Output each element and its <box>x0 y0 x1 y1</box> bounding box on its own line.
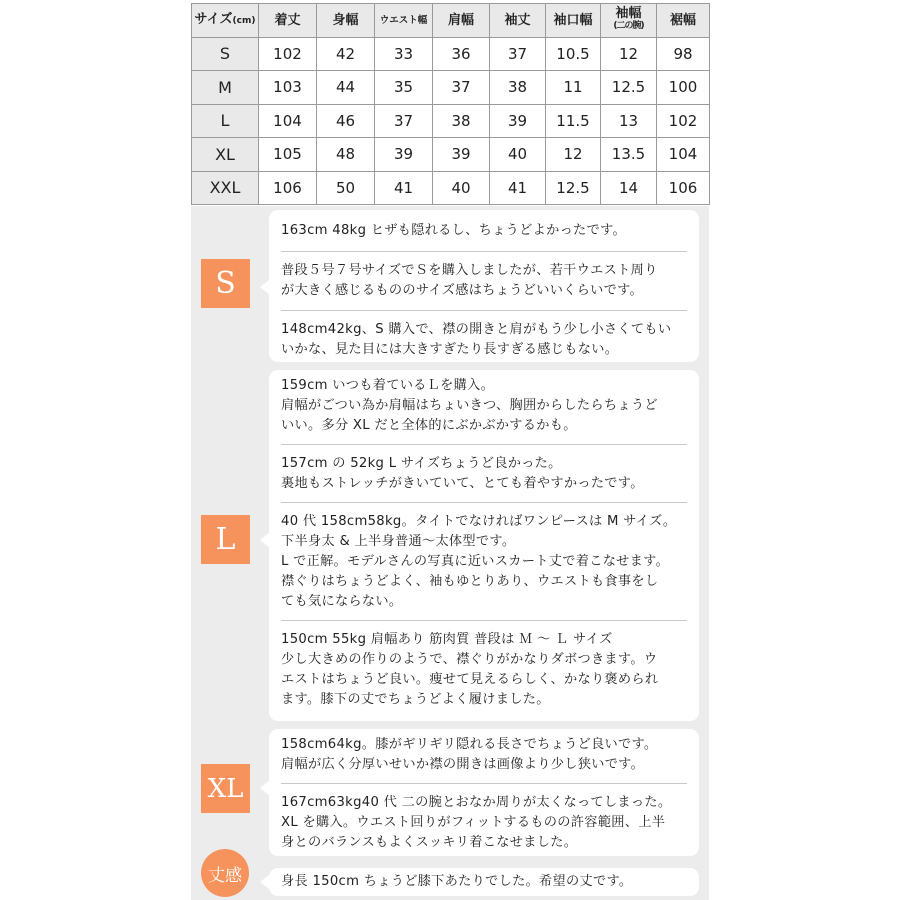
col-header-sleeve-length: 袖丈 <box>490 4 546 38</box>
table-cell: 100 <box>657 71 710 105</box>
table-cell: 39 <box>375 138 433 172</box>
table-cell: 48 <box>317 138 375 172</box>
table-row <box>192 37 710 71</box>
table-row <box>192 104 710 138</box>
col-header-waist: ウエスト幅 <box>375 4 433 38</box>
table-cell: 38 <box>490 71 546 105</box>
table-cell: 40 <box>433 171 490 205</box>
review-text: 163cm 48kg ヒザも隠れるし、ちょうどよかったです。 <box>281 223 626 238</box>
table-cell: 40 <box>490 138 546 172</box>
review-bubble-length <box>269 868 699 896</box>
table-cell: 11.5 <box>546 104 601 138</box>
table-cell: 46 <box>317 104 375 138</box>
size-cell: XL <box>192 138 259 172</box>
col-header-sleeve-width <box>601 4 657 38</box>
unit-label: (cm) <box>232 15 256 26</box>
table-cell: 13.5 <box>601 138 657 172</box>
table-cell: 13 <box>601 104 657 138</box>
table-row <box>192 138 710 172</box>
table-cell: 36 <box>433 37 490 71</box>
table-cell: 41 <box>375 171 433 205</box>
table-cell: 11 <box>546 71 601 105</box>
table-row <box>192 171 710 205</box>
review-bubble-l <box>269 370 699 721</box>
table-cell: 105 <box>259 138 317 172</box>
table-cell: 50 <box>317 171 375 205</box>
table-cell: 12.5 <box>546 171 601 205</box>
size-cell: XXL <box>192 171 259 205</box>
table-cell: 42 <box>317 37 375 71</box>
table-cell: 102 <box>657 104 710 138</box>
table-cell: 37 <box>490 37 546 71</box>
size-cell: M <box>192 71 259 105</box>
review-text: 167cm63kg40 代 二の腕とおなか周りが太くなってしまった。 XL を購入。ウエスト回りがフィットするものの許容範囲、上半 身とのバランスもよくスッキリ着こなせました。 <box>281 795 672 850</box>
table-cell: 98 <box>657 37 710 71</box>
table-cell: 10.5 <box>546 37 601 71</box>
table-cell: 41 <box>490 171 546 205</box>
table-cell: 35 <box>375 71 433 105</box>
review-text: 普段５号７号サイズでＳを購入しましたが、若干ウエスト周り が大きく感じるもののサイズ感はちょうどいいくらいです。 <box>281 263 658 298</box>
sleeve-width-label: 袖幅 <box>615 6 642 22</box>
table-cell: 14 <box>601 171 657 205</box>
review-bubble-s <box>269 210 699 362</box>
table-cell: 12 <box>601 37 657 71</box>
table-cell: 102 <box>259 37 317 71</box>
table-cell: 12 <box>546 138 601 172</box>
col-header-length: 着丈 <box>259 4 317 38</box>
size-header-label: サイズ <box>194 11 233 27</box>
size-cell: L <box>192 104 259 138</box>
col-header-width: 身幅 <box>317 4 375 38</box>
review-text: 148cm42kg、S 購入で、襟の開きと肩がもう少し小さくてもい いかな、見た目には大きすぎたり長すぎる感じもない。 <box>281 322 672 357</box>
table-cell: 44 <box>317 71 375 105</box>
col-header-cuff: 袖口幅 <box>546 4 601 38</box>
size-badge-xl: XL <box>201 764 250 813</box>
table-cell: 33 <box>375 37 433 71</box>
table-cell: 39 <box>490 104 546 138</box>
size-badge-l: L <box>201 515 250 564</box>
review-text: 40 代 158cm58kg。タイトでなければワンピースは M サイズ。 下半身太 & 上半身普通〜太体型です。 L で正解。モデルさんの写真に近いスカート丈で着こなせます。 襟ぐりはちょうどよく、袖もゆとりあり、ウエストも食事をし ても気にならない。 <box>281 514 677 609</box>
review-text: 157cm の 52kg L サイズちょうど良かった。 裏地もストレッチがきいていて、とても着やすかったです。 <box>281 456 644 491</box>
table-cell: 37 <box>375 104 433 138</box>
table-cell: 104 <box>657 138 710 172</box>
review-bubble-xl <box>269 729 699 856</box>
table-header-row <box>192 4 710 38</box>
length-feel-badge: 丈感 <box>201 849 249 897</box>
review-text: 150cm 55kg 肩幅あり 筋肉質 普段は Ｍ 〜 Ｌ サイズ 少し大きめの作りのようで、襟ぐりがかなりダボつきます。ウ エストはちょうど良い。痩せて見えるらしく、かなり褒められ ます。膝下の丈でちょうどよく履けました。 <box>281 632 659 707</box>
size-cell: S <box>192 37 259 71</box>
size-header-cell <box>192 4 259 38</box>
review-text: 159cm いつも着ているＬを購入。 肩幅がごつい為か肩幅はちょいきつ、胸囲からしたらちょうど いい。多分 XL だと全体的にぶかぶかするかも。 <box>281 378 658 433</box>
col-header-hem: 裾幅 <box>657 4 710 38</box>
table-row <box>192 71 710 105</box>
size-badge-s: S <box>201 259 250 308</box>
review-panel <box>191 206 709 900</box>
table-cell: 39 <box>433 138 490 172</box>
table-cell: 12.5 <box>601 71 657 105</box>
table-cell: 37 <box>433 71 490 105</box>
size-table <box>191 3 710 205</box>
col-header-shoulder: 肩幅 <box>433 4 490 38</box>
table-cell: 106 <box>657 171 710 205</box>
table-cell: 38 <box>433 104 490 138</box>
table-cell: 106 <box>259 171 317 205</box>
review-text: 身長 150cm ちょうど膝下あたりでした。希望の丈です。 <box>281 874 633 889</box>
table-cell: 104 <box>259 104 317 138</box>
sleeve-width-sub: (二の腕) <box>613 21 644 32</box>
table-cell: 103 <box>259 71 317 105</box>
review-text: 158cm64kg。膝がギリギリ隠れる長さでちょうど良いです。 肩幅が広く分厚いせいか襟の開きは画像より少し狭いです。 <box>281 737 658 772</box>
